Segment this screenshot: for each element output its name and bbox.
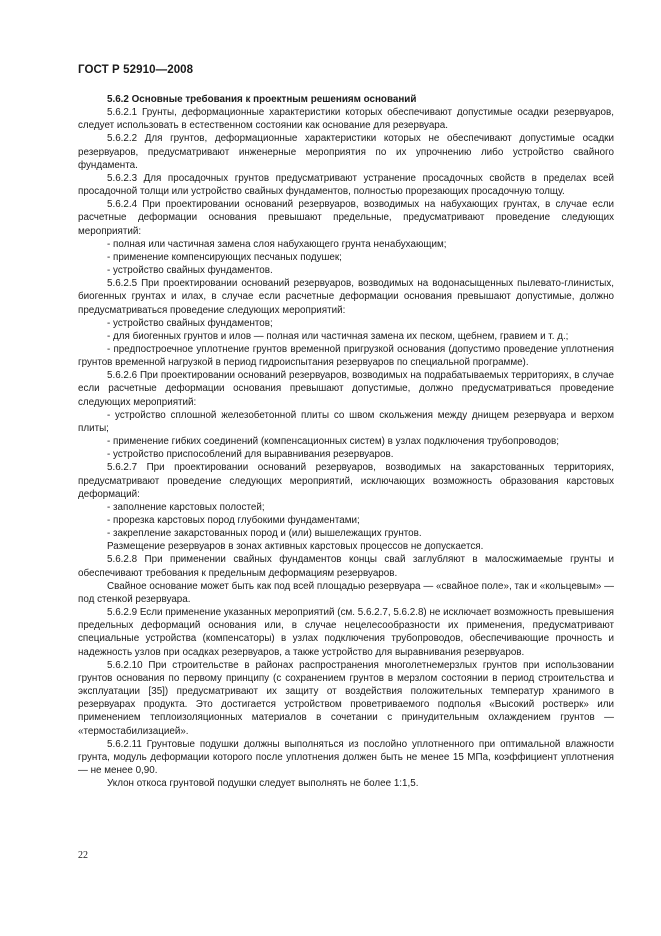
paragraph: 5.6.2.2 Для грунтов, деформационные характеристики которых не обеспечивают допустимые осадки резервуаров, предусматривают инженерные мероприятия по их упрочнению либо устройство свайного фундамента. xyxy=(78,133,614,171)
list-item: - устройство приспособлений для выравнивания резервуаров. xyxy=(107,449,394,461)
section-heading: 5.6.2 Основные требования к проектным решениям оснований xyxy=(107,94,417,105)
paragraph: Свайное основание может быть как под всей площадью резервуара — «свайное поле», так и «кольцевым» — под стенкой резервуара. xyxy=(78,580,614,605)
document-body xyxy=(78,93,614,790)
list-item: - применение компенсирующих песчаных подушек; xyxy=(107,251,342,263)
paragraph: 5.6.2.9 Если применение указанных мероприятий (см. 5.6.2.7, 5.6.2.8) не исключает возможность превышения предельных деформаций основания или, в случае нецелесообразности их применения, предусматривают специальные устройства (компенсаторы) в узлах подключения трубопроводов, обеспечивающие прочность и надежность узлов при осадках резервуаров, а также устройство для выравнивания резервуаров. xyxy=(78,607,614,658)
page-number: 22 xyxy=(78,850,88,861)
list-item: - для биогенных грунтов и илов — полная или частичная замена их песком, щебнем, гравием и т. д.; xyxy=(107,330,569,342)
paragraph: 5.6.2.6 При проектировании оснований резервуаров, возводимых на подрабатываемых территориях, в случае если расчетные деформации основания превышают допустимые, должно предусматриваться проведение следующих мероприятий: xyxy=(78,370,614,408)
paragraph: Уклон откоса грунтовой подушки следует выполнять не более 1:1,5. xyxy=(107,778,419,790)
paragraph-list xyxy=(78,106,614,790)
paragraph: 5.6.2.7 При проектировании оснований резервуаров, возводимых на закарстованных территориях, предусматривают проведение следующих мероприятий, исключающих возможность образования карстовых деформаций: xyxy=(78,462,614,500)
paragraph: 5.6.2.10 При строительстве в районах распространения многолетнемерзлых грунтов при использовании грунтов основания по первому принципу (с сохранением грунтов в мерзлом состоянии в период строительства и эксплуатации [35]) предусматривают их защиту от воздействия положительных температур хранимого в резервуарах продукта. Это достигается устройством проветриваемого подполья «Высокий ростверк» или применением теплоизоляционных материалов в сочетании с принудительным охлаждением грунтов — «термостабилизацией». xyxy=(78,659,614,737)
list-item: - полная или частичная замена слоя набухающего грунта ненабухающим; xyxy=(107,238,447,250)
paragraph: 5.6.2.4 При проектировании оснований резервуаров, возводимых на набухающих грунтах, в случае если расчетные деформации основания превышают предельные, предусматривают проведение следующих мероприятий: xyxy=(78,199,614,237)
document-code-header: ГОСТ Р 52910—2008 xyxy=(78,64,194,76)
paragraph: 5.6.2.11 Грунтовые подушки должны выполняться из послойно уплотненного при оптимальной влажности грунта, модуль деформации которого после уплотнения должен быть не менее 15 МПа, коэффициент уплотнения — не менее 0,90. xyxy=(78,738,614,776)
list-item: - предпостроечное уплотнение грунтов временной пригрузкой основания (допустимо проведение уплотнения грунтов временной нагрузкой в период гидроиспытания резервуаров по специальной программе). xyxy=(78,343,614,369)
list-item: - устройство свайных фундаментов; xyxy=(107,317,273,329)
paragraph: 5.6.2.5 При проектировании оснований резервуаров, возводимых на водонасыщенных пылевато-глинистых, биогенных грунтах и илах, в случае если расчетные деформации основания превышают допустимые, должно предусматриваться проведение следующих мероприятий: xyxy=(78,278,614,316)
list-item: - устройство свайных фундаментов. xyxy=(107,265,273,277)
paragraph: 5.6.2.8 При применении свайных фундаментов концы свай заглубляют в малосжимаемые грунты и обеспечивают требования к предельным деформациям резервуаров. xyxy=(78,554,614,579)
paragraph: Размещение резервуаров в зонах активных карстовых процессов не допускается. xyxy=(107,541,484,553)
list-item: - закрепление закарстованных пород и (или) вышележащих грунтов. xyxy=(107,528,422,540)
list-item: - прорезка карстовых пород глубокими фундаментами; xyxy=(107,515,360,526)
paragraph: 5.6.2.1 Грунты, деформационные характеристики которых обеспечивают допустимые осадки резервуаров, следует использовать в естественном состоянии как основание для резервуара. xyxy=(78,107,614,132)
list-item: - устройство сплошной железобетонной плиты со швом скольжения между днищем резервуара и верхом плиты; xyxy=(78,409,614,434)
paragraph: 5.6.2.3 Для просадочных грунтов предусматривают устранение просадочных свойств в пределах всей просадочной толщи или устройство свайных фундаментов, полностью прорезающих просадочную толщу. xyxy=(78,172,614,198)
list-item: - заполнение карстовых полостей; xyxy=(107,501,265,513)
list-item: - применение гибких соединений (компенсационных систем) в узлах подключения трубопроводов; xyxy=(107,436,559,448)
